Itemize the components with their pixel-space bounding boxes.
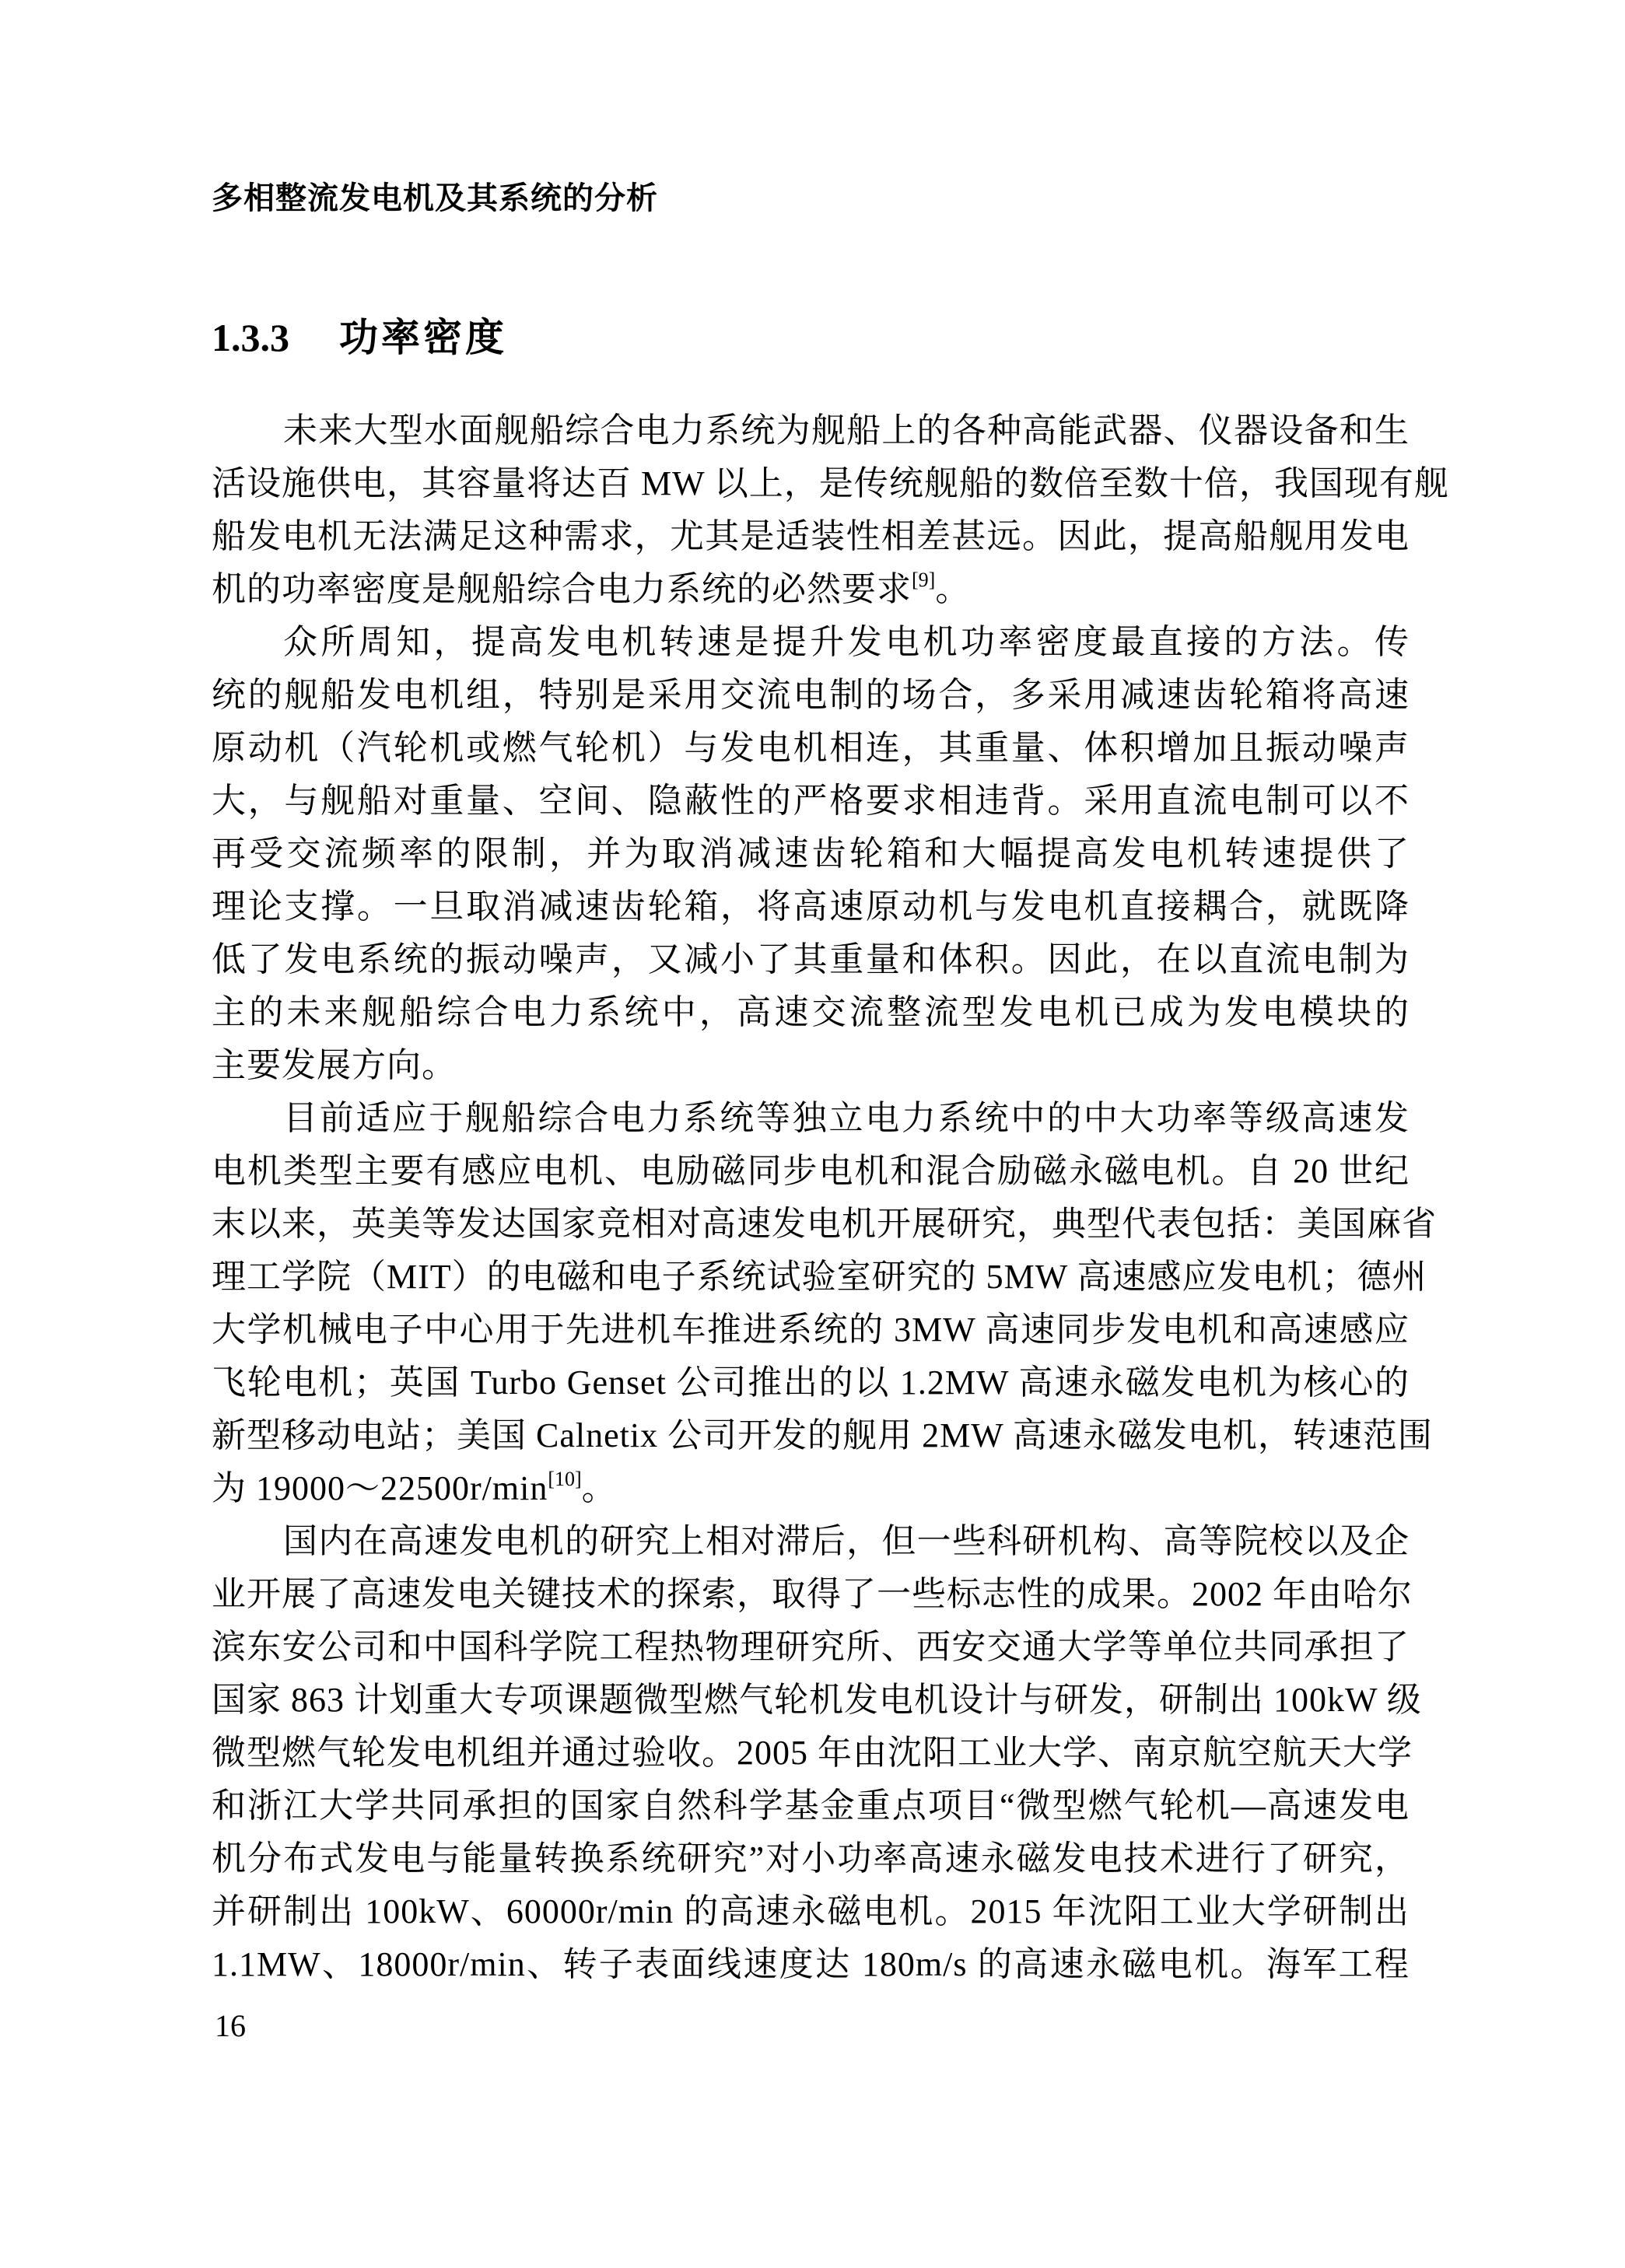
text-line: 国家 863 计划重大专项课题微型燃气轮机发电机设计与研发，研制出 100kW 级 — [212, 1681, 1422, 1719]
text-line: 主要发展方向。 — [212, 1046, 457, 1084]
text-line: 大学机械电子中心用于先进机车推进系统的 3MW 高速同步发电机和高速感应 — [212, 1311, 1410, 1349]
text-line: 和浙江大学共同承担的国家自然科学基金重点项目“微型燃气轮机—高速发电 — [212, 1787, 1410, 1825]
text-line: 理工学院（MIT）的电磁和电子系统试验室研究的 5MW 高速感应发电机；德州 — [212, 1258, 1427, 1296]
text-line: 微型燃气轮发电机组并通过验收。2005 年由沈阳工业大学、南京航空航天大学 — [212, 1734, 1413, 1772]
text-line: 低了发电系统的振动噪声，又减小了其重量和体积。因此，在以直流电制为 — [212, 940, 1410, 978]
section-heading — [212, 316, 507, 359]
text-line: 为 19000～22500r/min[10]。 — [212, 1468, 617, 1507]
text-line: 统的舰船发电机组，特别是采用交流电制的场合，多采用减速齿轮箱将高速 — [212, 676, 1410, 714]
text-line: 主的未来舰船综合电力系统中，高速交流整流型发电机已成为发电模块的 — [212, 993, 1410, 1031]
text-line: 飞轮电机；英国 Turbo Genset 公司推出的以 1.2MW 高速永磁发电机为核心的 — [212, 1363, 1410, 1402]
section-number: 1.3.3 — [212, 316, 289, 359]
text-line: 并研制出 100kW、60000r/min 的高速永磁电机。2015 年沈阳工业大学研制出 — [212, 1892, 1410, 1930]
text-line: 大，与舰船对重量、空间、隐蔽性的严格要求相违背。采用直流电制可以不 — [212, 782, 1410, 820]
text-line: 电机类型主要有感应电机、电励磁同步电机和混合励磁永磁电机。自 20 世纪 — [212, 1152, 1410, 1190]
text-line: 未来大型水面舰船综合电力系统为舰船上的各种高能武器、仪器设备和生 — [283, 411, 1410, 450]
section-title: 功率密度 — [339, 316, 507, 359]
text-line: 众所周知，提高发电机转速是提升发电机功率密度最直接的方法。传 — [283, 623, 1410, 661]
text-line: 机的功率密度是舰船综合电力系统的必然要求[9]。 — [212, 569, 971, 608]
text-line: 再受交流频率的限制，并为取消减速齿轮箱和大幅提高发电机转速提供了 — [212, 835, 1410, 873]
text-line: 国内在高速发电机的研究上相对滞后，但一些科研机构、高等院校以及企 — [283, 1522, 1410, 1560]
page-number: 16 — [215, 2008, 246, 2043]
text-line: 理论支撑。一旦取消减速齿轮箱，将高速原动机与发电机直接耦合，就既降 — [212, 887, 1410, 926]
reference-marker: [9] — [912, 569, 936, 591]
reference-marker: [10] — [548, 1468, 582, 1490]
text-line: 船发电机无法满足这种需求，尤其是适装性相差甚远。因此，提高船舰用发电 — [212, 517, 1410, 555]
running-header: 多相整流发电机及其系统的分析 — [212, 180, 658, 215]
text-line: 原动机（汽轮机或燃气轮机）与发电机相连，其重量、体积增加且振动噪声 — [212, 729, 1410, 767]
text-line: 目前适应于舰船综合电力系统等独立电力系统中的中大功率等级高速发 — [283, 1099, 1410, 1137]
text-line: 末以来，英美等发达国家竞相对高速发电机开展研究，典型代表包括：美国麻省 — [212, 1205, 1437, 1243]
text-line: 1.1MW、18000r/min、转子表面线速度达 180m/s 的高速永磁电机。海军工程 — [212, 1945, 1410, 1983]
body-text — [212, 404, 1449, 1991]
text-line: 新型移动电站；美国 Calnetix 公司开发的舰用 2MW 高速永磁发电机，转速范围 — [212, 1416, 1433, 1454]
text-line: 机分布式发电与能量转换系统研究”对小功率高速永磁发电技术进行了研究， — [212, 1839, 1410, 1878]
text-line: 业开展了高速发电关键技术的探索，取得了一些标志性的成果。2002 年由哈尔 — [212, 1575, 1413, 1613]
text-line: 滨东安公司和中国科学院工程热物理研究所、西安交通大学等单位共同承担了 — [212, 1628, 1410, 1666]
text-line: 活设施供电，其容量将达百 MW 以上，是传统舰船的数倍至数十倍，我国现有舰 — [212, 464, 1449, 502]
